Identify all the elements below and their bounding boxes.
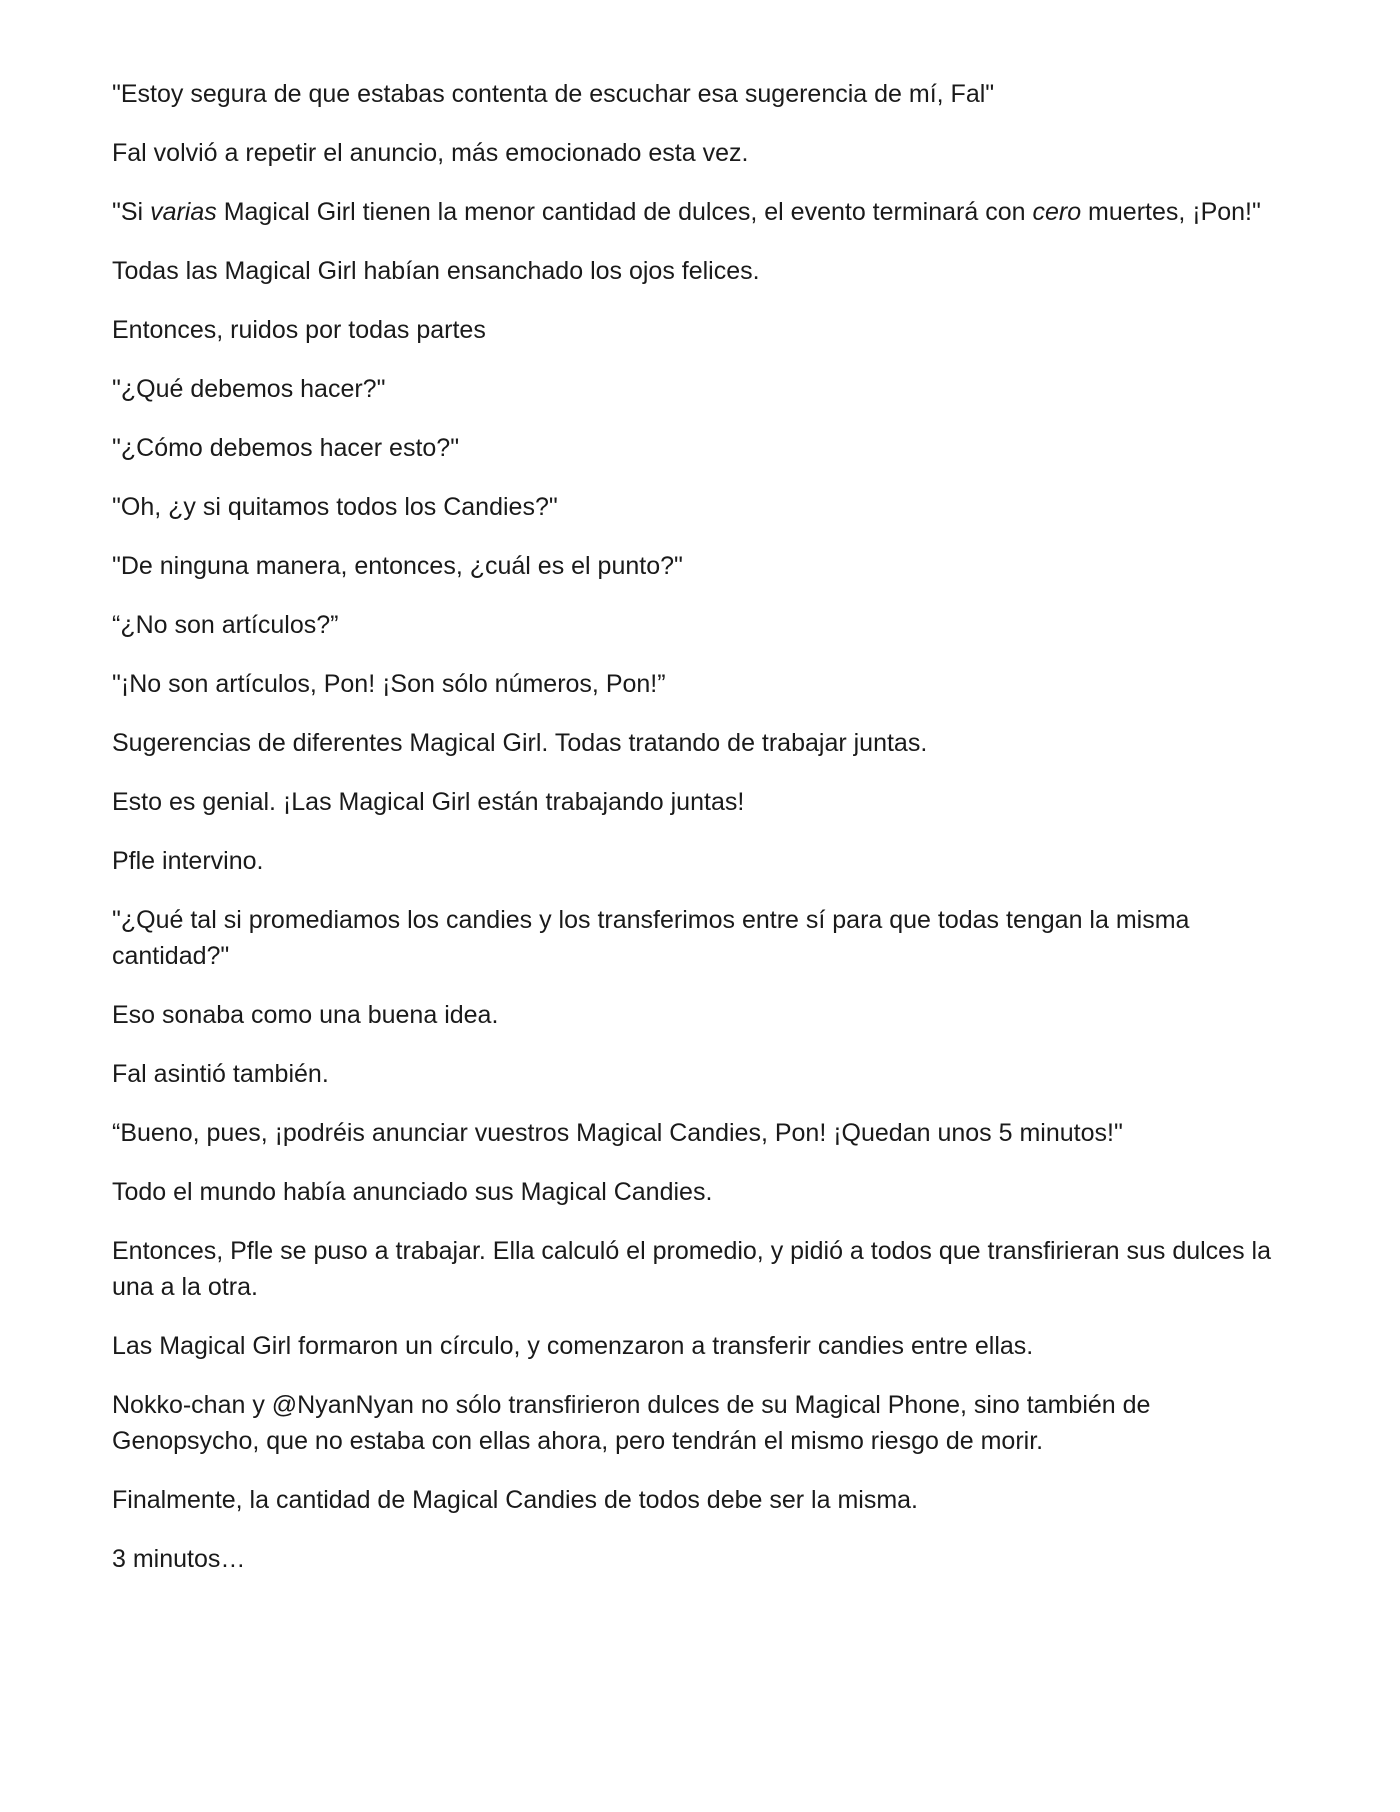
paragraph-15: "¿Qué tal si promediamos los candies y los transferimos entre sí para que todas tengan la misma cantidad?" xyxy=(112,906,1190,970)
paragraph-24: 3 minutos… xyxy=(112,1545,246,1573)
paragraph-13: Esto es genial. ¡Las Magical Girl están trabajando juntas! xyxy=(112,788,745,816)
paragraph-3 xyxy=(112,194,1290,230)
paragraph-4: Todas las Magical Girl habían ensanchado los ojos felices. xyxy=(112,257,760,285)
paragraph-19: Todo el mundo había anunciado sus Magical Candies. xyxy=(112,1178,713,1206)
paragraph-3-text-a: "Si xyxy=(112,198,151,226)
paragraph-22: Nokko-chan y @NyanNyan no sólo transfirieron dulces de su Magical Phone, sino también de Genopsycho, que no estaba con ellas ahora, pero tendrán el mismo riesgo de morir. xyxy=(112,1391,1151,1455)
paragraph-2: Fal volvió a repetir el anuncio, más emocionado esta vez. xyxy=(112,139,749,167)
paragraph-3-emphasis-varias: varias xyxy=(150,198,217,226)
paragraph-3-text-b: Magical Girl tienen la menor cantidad de dulces, el evento terminará con xyxy=(216,198,1033,226)
paragraph-5: Entonces, ruidos por todas partes xyxy=(112,316,486,344)
paragraph-16: Eso sonaba como una buena idea. xyxy=(112,1001,499,1029)
paragraph-6: "¿Qué debemos hacer?" xyxy=(112,375,386,403)
paragraph-10: “¿No son artículos?” xyxy=(112,611,339,639)
paragraph-9: "De ninguna manera, entonces, ¿cuál es el punto?" xyxy=(112,552,683,580)
paragraph-23: Finalmente, la cantidad de Magical Candies de todos debe ser la misma. xyxy=(112,1486,918,1514)
paragraph-3-text-c: muertes, ¡Pon!" xyxy=(1081,198,1261,226)
paragraph-8: "Oh, ¿y si quitamos todos los Candies?" xyxy=(112,493,558,521)
paragraph-21: Las Magical Girl formaron un círculo, y comenzaron a transferir candies entre ellas. xyxy=(112,1332,1034,1360)
paragraph-20: Entonces, Pfle se puso a trabajar. Ella calculó el promedio, y pidió a todos que transfirieran sus dulces la una a la otra. xyxy=(112,1237,1271,1301)
paragraph-12: Sugerencias de diferentes Magical Girl. Todas tratando de trabajar juntas. xyxy=(112,729,928,757)
paragraph-7: "¿Cómo debemos hacer esto?" xyxy=(112,434,460,462)
paragraph-1: "Estoy segura de que estabas contenta de escuchar esa sugerencia de mí, Fal" xyxy=(112,80,995,108)
paragraph-17: Fal asintió también. xyxy=(112,1060,329,1088)
paragraph-18: “Bueno, pues, ¡podréis anunciar vuestros Magical Candies, Pon! ¡Quedan unos 5 minutos!" xyxy=(112,1119,1123,1147)
paragraph-14: Pfle intervino. xyxy=(112,847,264,875)
paragraph-3-emphasis-cero: cero xyxy=(1032,198,1082,226)
paragraph-11: "¡No son artículos, Pon! ¡Son sólo números, Pon!” xyxy=(112,670,666,698)
